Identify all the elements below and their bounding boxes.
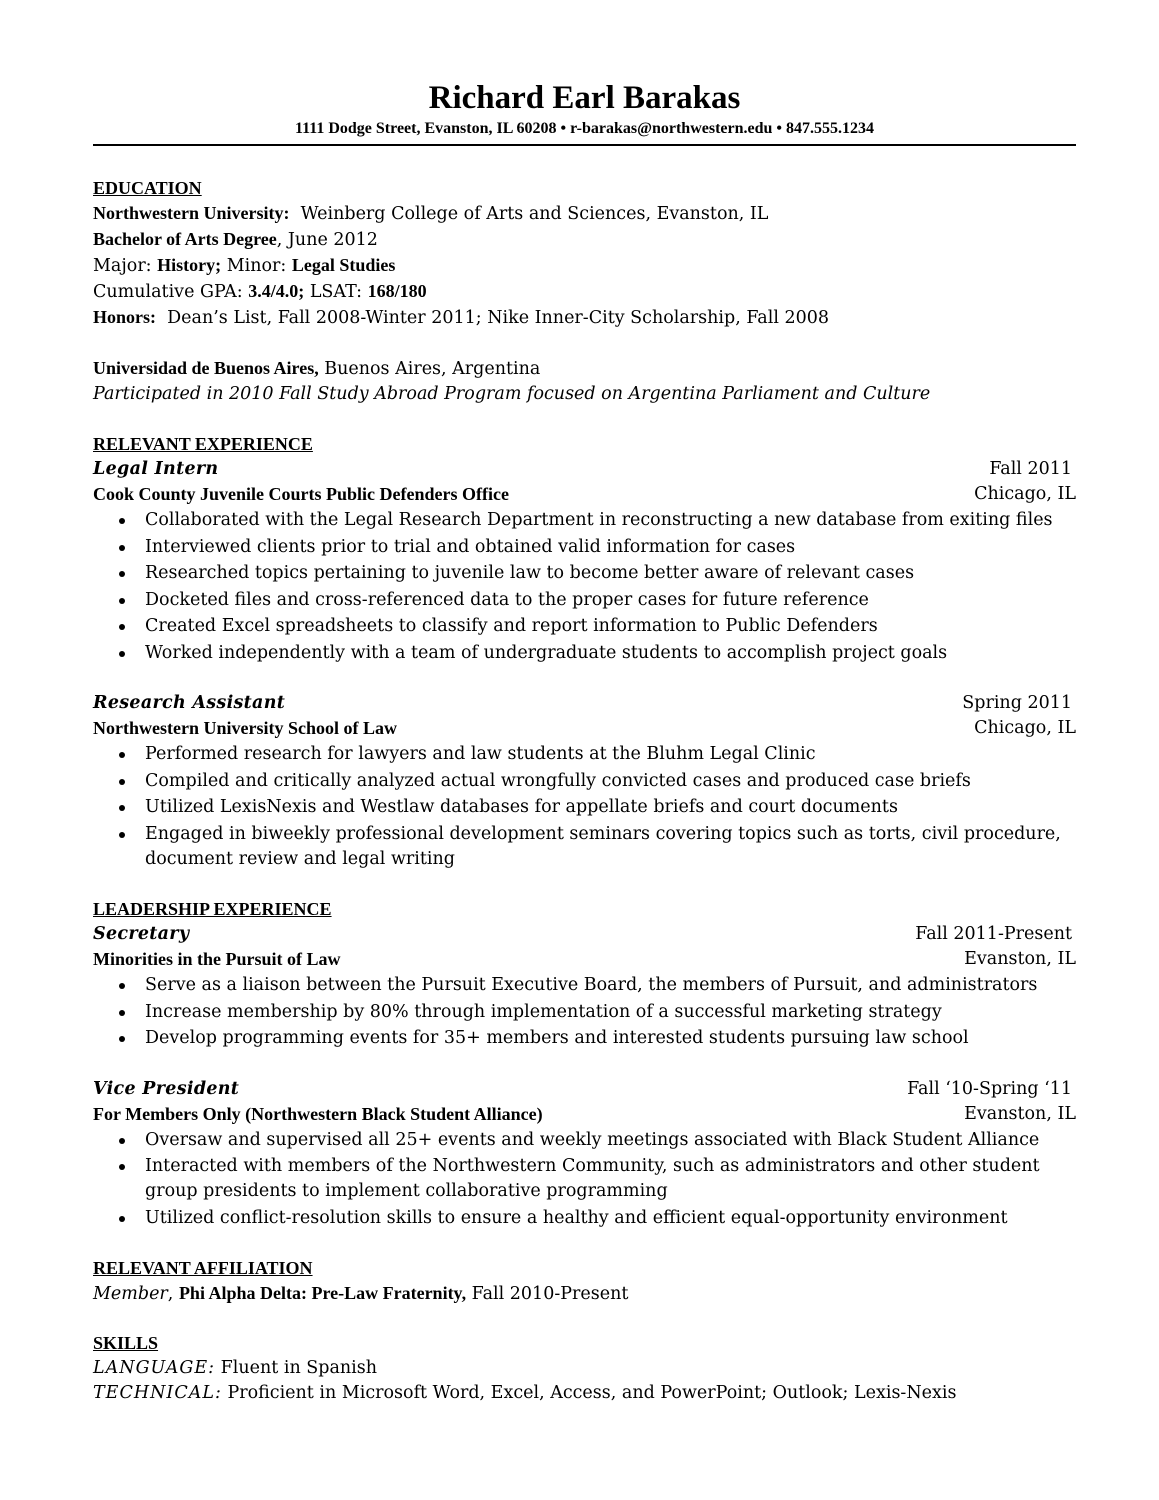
bullet-item: Performed research for lawyers and law students at the Bluhm Legal Clinic — [93, 742, 1076, 767]
affiliation-heading: RELEVANT AFFILIATION — [93, 1258, 313, 1278]
gpa-label: Cumulative GPA: — [93, 282, 249, 302]
lsat-label: LSAT: — [304, 282, 368, 302]
job-role: Research Assistant — [93, 693, 286, 713]
bullet-item: Collaborated with the Legal Research Department in reconstructing a new database from exiting files — [93, 508, 1076, 533]
school-buenos-aires — [93, 356, 1076, 382]
job-location: Chicago, IL — [974, 718, 1076, 738]
bullet-item: Utilized conflict-resolution skills to ensure a healthy and efficient equal-opportunity environment — [93, 1206, 1076, 1231]
job-org: Minorities in the Pursuit of Law — [93, 949, 341, 969]
school2-location: Buenos Aires, Argentina — [318, 359, 541, 379]
job-location: Evanston, IL — [964, 1103, 1076, 1124]
bullet-item: Created Excel spreadsheets to classify and report information to Public Defenders — [93, 614, 1076, 639]
technical-label: TECHNICAL: — [93, 1383, 222, 1403]
affiliation-separator: , — [167, 1284, 179, 1304]
job-title-row — [93, 691, 1076, 716]
bullet-item: Interacted with members of the Northwestern Community, such as administrators and other student group presidents to implement collaborative programming — [93, 1154, 1076, 1204]
technical-value: Proficient in Microsoft Word, Excel, Access, and PowerPoint; Outlook; Lexis-Nexis — [221, 1383, 957, 1403]
minor-label: Minor: — [221, 256, 292, 276]
bullet-item: Compiled and critically analyzed actual wrongfully convicted cases and produced case briefs — [93, 769, 1076, 794]
bullet-item: Interviewed clients prior to trial and obtained valid information for cases — [93, 535, 1076, 560]
job-role: Vice President — [93, 1078, 240, 1099]
gpa-line — [93, 279, 1076, 305]
bullet-item: Docketed files and cross-referenced data to the proper cases for future reference — [93, 588, 1076, 613]
job-secretary — [93, 922, 1076, 1051]
affiliation-role: Member — [93, 1284, 168, 1304]
job-date: Fall ‘10-Spring ‘11 — [907, 1078, 1072, 1099]
skills-heading: SKILLS — [93, 1333, 159, 1353]
job-role: Secretary — [93, 924, 190, 944]
degree: Bachelor of Arts Degree — [93, 229, 277, 249]
bullet-item: Engaged in biweekly professional development seminars covering topics such as torts, civil procedure, document review and legal writing — [93, 822, 1076, 872]
job-location: Chicago, IL — [974, 484, 1076, 504]
relevant-experience-heading: RELEVANT EXPERIENCE — [93, 434, 313, 454]
job-org-row — [93, 947, 1076, 972]
bullet-item: Develop programming events for 35+ members and interested students pursuing law school — [93, 1026, 1076, 1051]
bullet-item: Oversaw and supervised all 25+ events and weekly meetings associated with Black Student Alliance — [93, 1128, 1076, 1153]
major: History; — [157, 255, 222, 275]
job-org-row — [93, 716, 1076, 741]
job-vice-president — [93, 1077, 1076, 1231]
job-legal-intern — [93, 457, 1076, 666]
job-research-assistant — [93, 691, 1076, 872]
resume-name: Richard Earl Barakas — [428, 80, 741, 116]
education-heading: EDUCATION — [93, 178, 202, 198]
school2-name: Universidad de Buenos Aires, — [93, 358, 319, 378]
job-org-row — [93, 482, 1076, 507]
contact-info: 1111 Dodge Street, Evanston, IL 60208 • r-barakas@northwestern.edu • 847.555.1234 — [295, 120, 874, 137]
skills-technical — [93, 1381, 1076, 1406]
minor: Legal Studies — [291, 255, 396, 275]
bullet-item: Serve as a liaison between the Pursuit Executive Board, the members of Pursuit, and administrators — [93, 973, 1076, 998]
major-line — [93, 253, 1076, 279]
job-bullets — [93, 973, 1076, 1051]
job-date: Fall 2011 — [989, 459, 1072, 479]
bullet-item: Worked independently with a team of undergraduate students to accomplish project goals — [93, 641, 1076, 666]
job-org: Northwestern University School of Law — [93, 718, 397, 738]
job-title-row — [93, 922, 1076, 947]
bullet-item: Researched topics pertaining to juvenile law to become better aware of relevant cases — [93, 561, 1076, 586]
school-name: Northwestern University: — [93, 203, 290, 223]
job-date: Fall 2011-Present — [915, 924, 1072, 944]
affiliation-org: Phi Alpha Delta: Pre-Law Fraternity, — [178, 1283, 467, 1303]
study-abroad-note: Participated in 2010 Fall Study Abroad Program focused on Argentina Parliament and Culture — [93, 384, 931, 404]
lsat-value: 168/180 — [367, 281, 427, 301]
bullet-item: Increase membership by 80% through implementation of a successful marketing strategy — [93, 1000, 1076, 1025]
job-bullets — [93, 508, 1076, 666]
language-value: Fluent in Spanish — [215, 1358, 378, 1378]
job-org-row — [93, 1102, 1076, 1127]
affiliation-date: Fall 2010-Present — [466, 1284, 629, 1304]
honors-line — [93, 305, 1076, 331]
job-location: Evanston, IL — [964, 949, 1076, 969]
leadership-experience-heading: LEADERSHIP EXPERIENCE — [93, 899, 332, 919]
bullet-item: Utilized LexisNexis and Westlaw databases for appellate briefs and court documents — [93, 795, 1076, 820]
major-label: Major: — [93, 256, 158, 276]
skills-language — [93, 1356, 1076, 1381]
school-northwestern — [93, 201, 1076, 227]
affiliation-line — [93, 1281, 1076, 1307]
honors-text: Dean’s List, Fall 2008-Winter 2011; Nike Inner-City Scholarship, Fall 2008 — [167, 308, 830, 328]
job-role: Legal Intern — [93, 459, 219, 479]
language-label: LANGUAGE: — [93, 1358, 216, 1378]
degree-line — [93, 227, 1076, 253]
job-title-row — [93, 1077, 1076, 1102]
job-org: For Members Only (Northwestern Black Student Alliance) — [93, 1103, 543, 1124]
job-date: Spring 2011 — [962, 693, 1072, 713]
job-org: Cook County Juvenile Courts Public Defenders Office — [93, 484, 509, 504]
job-bullets — [93, 742, 1076, 872]
job-bullets — [93, 1128, 1076, 1231]
resume-page — [93, 78, 1076, 1406]
school-detail: Weinberg College of Arts and Sciences, Evanston, IL — [300, 204, 769, 224]
degree-date: , June 2012 — [276, 230, 378, 250]
job-title-row — [93, 457, 1076, 482]
gpa-value: 3.4/4.0; — [248, 281, 305, 301]
honors-label: Honors: — [93, 307, 156, 327]
